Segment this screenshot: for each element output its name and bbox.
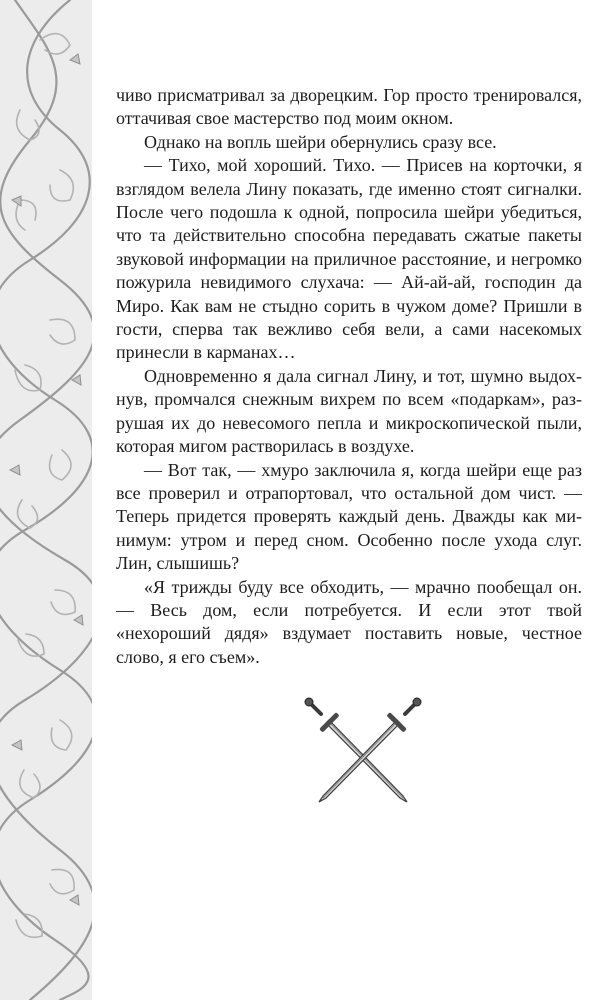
paragraph: Однако на вопль шейри обернулись сразу все. (144, 131, 497, 152)
crossed-swords-icon (299, 692, 427, 806)
paragraph: — Тихо, мой хороший. Тихо. — Присев на корточки, я взглядом велела Лину показать, где именно стоят сигналки. После чего подошла к одной, попросила шейри убедиться, что та действительно способна передавать сжатые пакеты звуковой информации на приличное расстояние, и негромко пожурила невидимого слухача: — Ай-ай-ай, господин да Миро. Как вам не стыдно сорить в чужом доме? Пришли в гости, сперва так вежливо себя вели, а сами насекомых принесли в карманах… (116, 155, 582, 363)
floral-border-ornament (0, 0, 92, 1000)
paragraph: «Я трижды буду все обходить, — мрачно пообещал он. — Весь дом, если потребуется. И если этот твой «нехороший дядя» вздумает поставить новые, честное слово, я его съем». (116, 576, 582, 667)
paragraph: Одновременно я дала сигнал Лину, и тот, шумно выдохнув, промчался снежным вихрем по всем «подаркам», разрушая их до невесомого пепла и микроскопической пыли, которая мигом растворилась в воздухе. (116, 365, 582, 457)
book-page-text (116, 84, 582, 669)
paragraph: чиво присматривал за дворецким. Гор просто тренировался, оттачивая свое мастерство под моим окном. (116, 85, 582, 129)
paragraph: — Вот так, — хмуро заключила я, когда шейри еще раз все проверил и отрапортовал, что остальной дом чист. — Теперь придется проверять каждый день. Дважды как минимум: утром и перед сном. Особенно после ухода слуг. Лин, слышишь? (116, 459, 582, 574)
